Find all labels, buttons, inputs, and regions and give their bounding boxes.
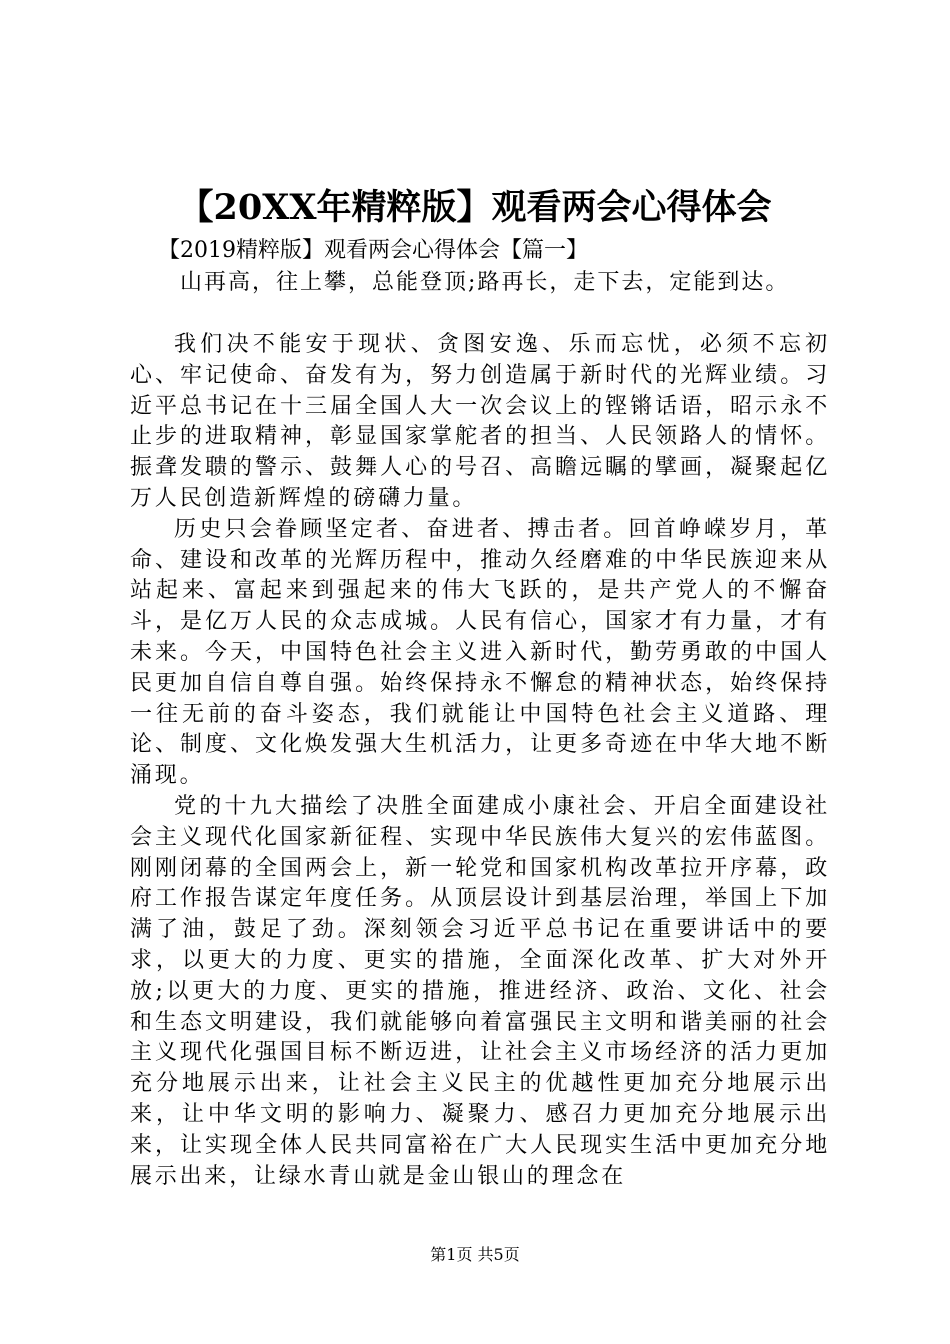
motto-line: 山再高，往上攀，总能登顶;路再长，走下去，定能到达。 [180, 270, 790, 295]
document-title: 【20XX年精粹版】观看两会心得体会 [178, 187, 772, 228]
section-heading: 【2019精粹版】观看两会心得体会【篇一】 [158, 238, 588, 263]
document-body [130, 330, 830, 1192]
body-paragraph: 党的十九大描绘了决胜全面建成小康社会、开启全面建设社会主义现代化国家新征程、实现中华民族伟大复兴的宏伟蓝图。刚刚闭幕的全国两会上，新一轮党和国家机构改革拉开序幕，政府工作报告谋定年度任务。从顶层设计到基层治理，举国上下加满了油，鼓足了劲。深刻领会习近平总书记在重要讲话中的要求，以更大的力度、更实的措施，全面深化改革、扩大对外开放;以更大的力度、更实的措施，推进经济、政治、文化、社会和生态文明建设，我们就能够向着富强民主文明和谐美丽的社会主义现代化强国目标不断迈进，让社会主义市场经济的活力更加充分地展示出来，让社会主义民主的优越性更加充分地展示出来，让中华文明的影响力、凝聚力、感召力更加充分地展示出来，让实现全体人民共同富裕在广大人民现实生活中更加充分地展示出来，让绿水青山就是金山银山的理念在 [130, 793, 830, 1189]
body-paragraph: 我们决不能安于现状、贪图安逸、乐而忘忧，必须不忘初心、牢记使命、奋发有为，努力创造属于新时代的光辉业绩。习近平总书记在十三届全国人大一次会议上的铿锵话语，昭示永不止步的进取精神，彰显国家掌舵者的担当、人民领路人的情怀。振聋发聩的警示、鼓舞人心的号召、高瞻远瞩的擘画，凝聚起亿万人民创造新辉煌的磅礴力量。 [130, 332, 830, 511]
page-footer: 第1页 共5页 [430, 1245, 520, 1264]
body-paragraph: 历史只会眷顾坚定者、奋进者、搏击者。回首峥嵘岁月，革命、建设和改革的光辉历程中，推动久经磨难的中华民族迎来从站起来、富起来到强起来的伟大飞跃的，是共产党人的不懈奋斗，是亿万人民的众志成城。人民有信心，国家才有力量，才有未来。今天，中国特色社会主义进入新时代，勤劳勇敢的中国人民更加自信自尊自强。始终保持永不懈怠的精神状态，始终保持一往无前的奋斗姿态，我们就能让中国特色社会主义道路、理论、制度、文化焕发强大生机活力，让更多奇迹在中华大地不断涌现。 [130, 516, 830, 789]
